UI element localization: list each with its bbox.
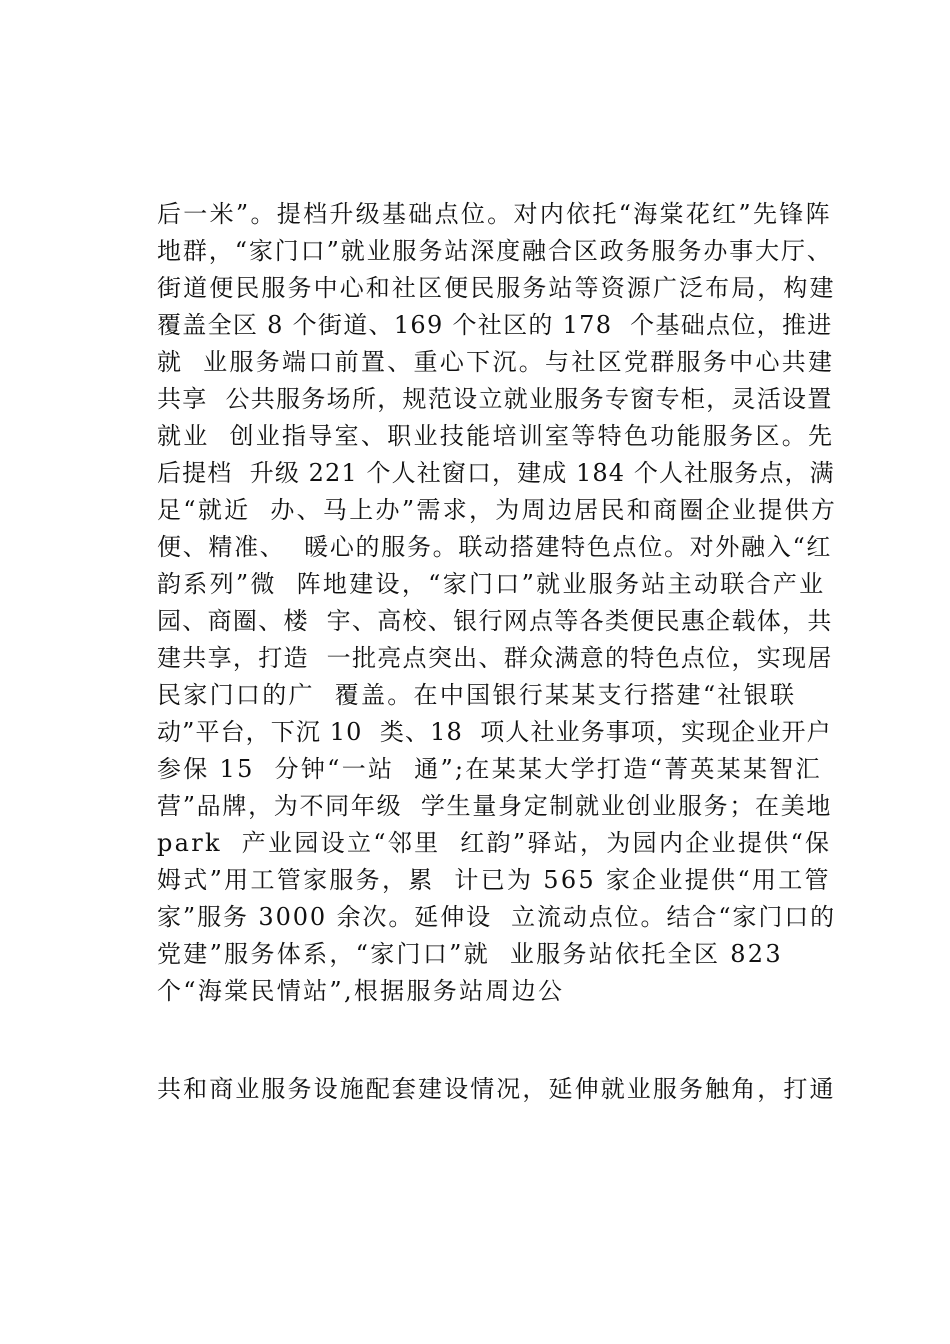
text-line: 营”品牌，为不同年级 学生量身定制就业创业服务；在美地 bbox=[157, 792, 833, 820]
text-line: 地群，“家门口”就业服务站深度融合区政务服务办事大厅、 bbox=[157, 237, 833, 265]
text-line: 共享 公共服务场所，规范设立就业服务专窗专柜，灵活设置 bbox=[157, 385, 833, 413]
text-line: 覆盖全区 8 个街道、169 个社区的 178 个基础点位，推进 bbox=[157, 311, 833, 339]
body-paragraph bbox=[157, 196, 837, 1010]
text-line: 便、精准、 暖心的服务。联动搭建特色点位。对外融入“红 bbox=[157, 533, 833, 561]
text-line: 家”服务 3000 余次。延伸设 立流动点位。结合“家门口的 bbox=[157, 903, 837, 931]
text-line: 动”平台，下沉 10 类、18 项人社业务事项，实现企业开户 bbox=[157, 718, 832, 746]
text-line: 参保 15 分钟“一站 通”;在某某大学打造“菁英某某智汇 bbox=[157, 755, 822, 783]
text-line: 共和商业服务设施配套建设情况，延伸就业服务触角，打通 bbox=[157, 1075, 836, 1103]
text-line: park 产业园设立“邻里 红韵”驿站，为园内企业提供“保 bbox=[157, 829, 832, 857]
text-line: 就业 创业指导室、职业技能培训室等特色功能服务区。先 bbox=[157, 422, 835, 450]
text-line: 姆式”用工管家服务，累 计已为 565 家企业提供“用工管 bbox=[157, 866, 831, 894]
text-line: 个“海棠民情站”,根据服务站周边公 bbox=[157, 977, 565, 1005]
text-line: 足“就近 办、马上办”需求，为周边居民和商圈企业提供方 bbox=[157, 496, 838, 524]
text-line: 街道便民服务中心和社区便民服务站等资源广泛布局，构建 bbox=[157, 274, 836, 302]
text-line: 园、商圈、楼 宇、高校、银行网点等各类便民惠企载体，共 bbox=[157, 607, 833, 635]
text-line: 党建”服务体系，“家门口”就 业服务站依托全区 823 bbox=[157, 940, 783, 968]
continued-paragraph bbox=[157, 1071, 837, 1108]
text-line: 韵系列”微 阵地建设，“家门口”就业服务站主动联合产业 bbox=[157, 570, 826, 598]
text-line: 民家门口的广 覆盖。在中国银行某某支行搭建“社银联 bbox=[157, 681, 797, 709]
text-line: 后提档 升级 221 个人社窗口，建成 184 个人社服务点，满 bbox=[157, 459, 835, 487]
text-line: 后一米”。提档升级基础点位。对内依托“海棠花红”先锋阵 bbox=[157, 200, 832, 228]
text-line: 建共享，打造 一批亮点突出、群众满意的特色点位，实现居 bbox=[157, 644, 833, 672]
text-line: 就 业服务端口前置、重心下沉。与社区党群服务中心共建 bbox=[157, 348, 835, 376]
